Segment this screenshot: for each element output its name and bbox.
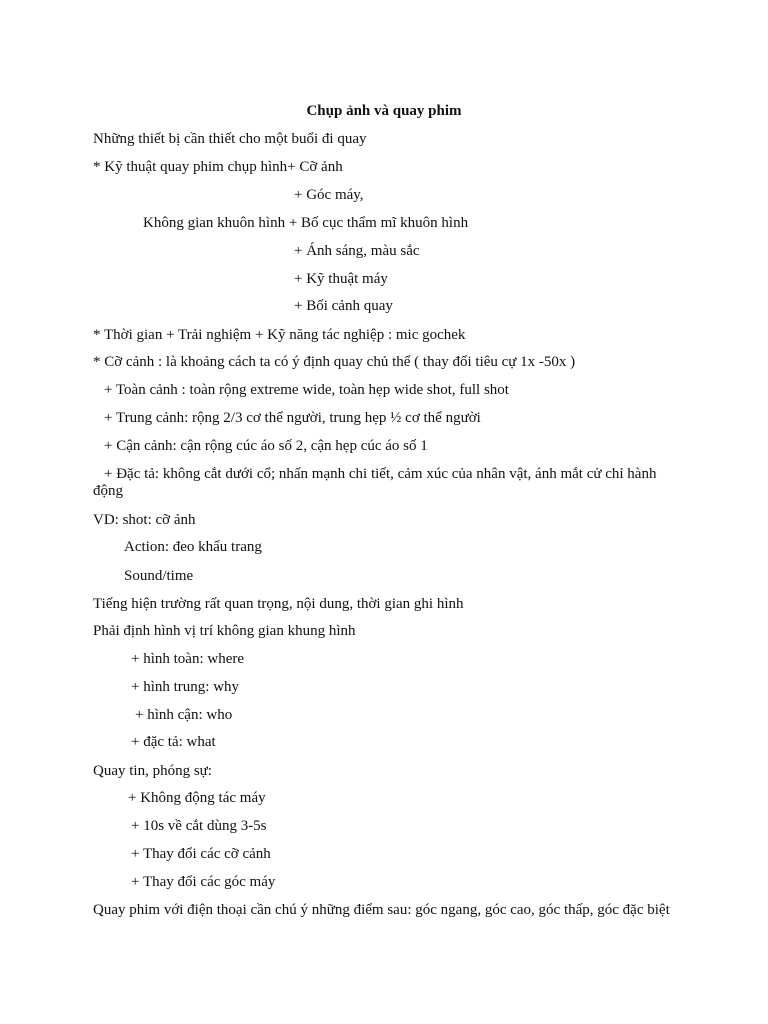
paragraph-time-experience: * Thời gian + Trải nghiệm + Kỹ năng tác nghiệp : mic gochek xyxy=(93,327,466,343)
document-title: Chụp ảnh và quay phim xyxy=(306,103,462,119)
paragraph-medium-shot: + Trung cảnh: rộng 2/3 cơ thể người, trung hẹp ½ cơ thể người xyxy=(104,410,481,426)
paragraph-light-color: + Ánh sáng, màu sắc xyxy=(294,243,420,259)
paragraph-camera-angle: + Góc máy, xyxy=(294,187,364,203)
paragraph-change-shot-size: + Thay đổi các cỡ cảnh xyxy=(131,846,271,862)
paragraph-no-camera-move: + Không động tác máy xyxy=(128,790,266,806)
paragraph-frame-space: Không gian khuôn hình + Bố cục thẩm mĩ khuôn hình xyxy=(143,215,469,231)
paragraph-equipment: Những thiết bị cần thiết cho một buổi đi quay xyxy=(93,131,367,147)
paragraph-technique: * Kỹ thuật quay phim chụp hình+ Cỡ ảnh xyxy=(93,159,343,175)
paragraph-detail-what: + đặc tả: what xyxy=(131,734,216,750)
paragraph-wide-where: + hình toàn: where xyxy=(131,651,245,667)
paragraph-medium-why: + hình trung: why xyxy=(131,679,240,695)
paragraph-detail-shot: + Đặc tả: không cắt dưới cổ; nhấn mạnh chi tiết, cảm xúc của nhân vật, ánh mắt cử chỉ hành động xyxy=(93,466,657,499)
paragraph-ambient-sound: Tiếng hiện trường rất quan trọng, nội dung, thời gian ghi hình xyxy=(93,596,464,612)
paragraph-phone-filming: Quay phim với điện thoại cần chú ý những điểm sau: góc ngang, góc cao, góc thấp, góc đặc biệt xyxy=(93,902,670,918)
paragraph-change-angle: + Thay đổi các góc máy xyxy=(131,874,276,890)
paragraph-camera-technique: + Kỹ thuật máy xyxy=(294,271,388,287)
paragraph-close-who: + hình cận: who xyxy=(135,707,233,723)
paragraph-shot-size: * Cỡ cảnh : là khoảng cách ta có ý định quay chủ thể ( thay đổi tiêu cự 1x -50x ) xyxy=(93,354,576,370)
paragraph-example-action: Action: đeo khẩu trang xyxy=(124,539,262,555)
paragraph-example-sound: Sound/time xyxy=(124,568,194,584)
paragraph-example-shot: VD: shot: cỡ ảnh xyxy=(93,512,196,528)
paragraph-wide-shot: + Toàn cảnh : toàn rộng extreme wide, toàn hẹp wide shot, full shot xyxy=(104,382,509,398)
paragraph-ten-seconds: + 10s về cắt dùng 3-5s xyxy=(131,818,267,834)
paragraph-close-up: + Cận cảnh: cận rộng cúc áo số 2, cận hẹp cúc áo số 1 xyxy=(104,438,428,454)
paragraph-news-report: Quay tin, phóng sự: xyxy=(93,763,212,779)
paragraph-setting: + Bối cảnh quay xyxy=(294,298,393,314)
paragraph-frame-position: Phải định hình vị trí không gian khung hình xyxy=(93,623,356,639)
